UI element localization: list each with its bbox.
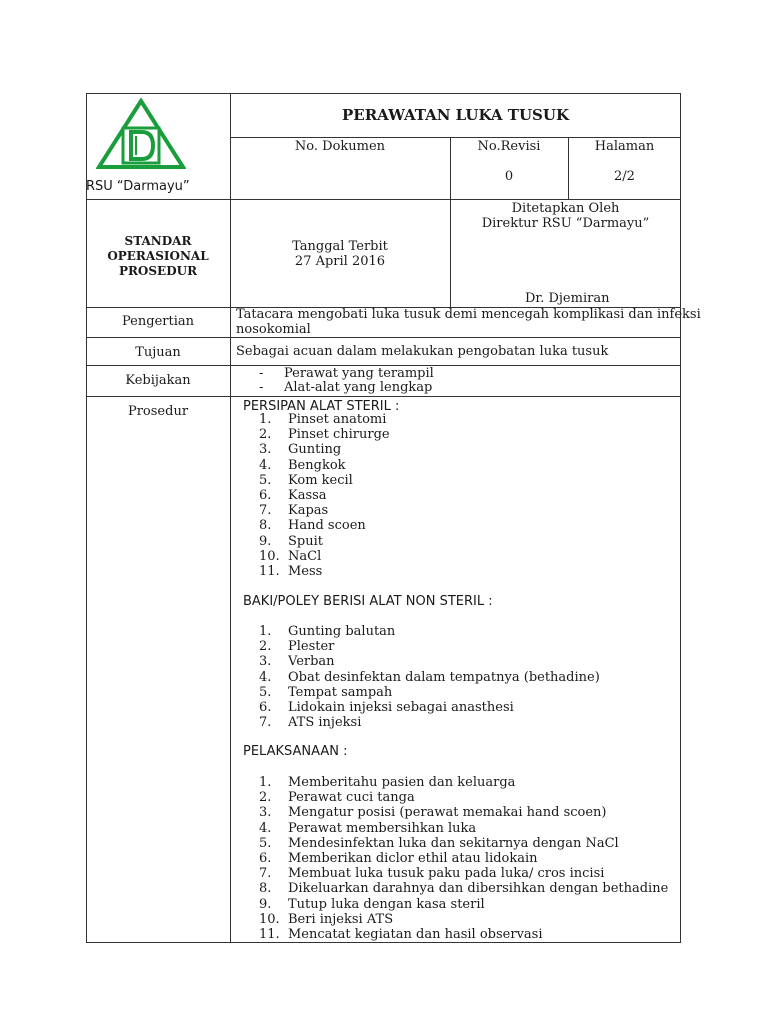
signer-name: Dr. Djemiran bbox=[525, 291, 610, 306]
sop-label-line3: PROSEDUR bbox=[118, 264, 198, 278]
header-title-divider bbox=[230, 137, 681, 138]
revision-label: No.Revisi bbox=[477, 139, 541, 154]
revision-value: 0 bbox=[504, 169, 514, 184]
tujuan-text: Sebagai acuan dalam melakukan pengobatan luka tusuk bbox=[236, 344, 609, 359]
exec-heading: PELAKSANAAN : bbox=[243, 744, 348, 759]
sop-label-line2: OPERASIONAL bbox=[107, 249, 209, 263]
approved-by-line2: Direktur RSU “Darmayu” bbox=[481, 216, 650, 231]
approved-by-line1: Ditetapkan Oleh bbox=[511, 201, 620, 216]
row-label-prosedur: Prosedur bbox=[127, 404, 189, 419]
issue-label: Tanggal Terbit bbox=[292, 239, 388, 254]
row-divider-1 bbox=[86, 337, 681, 338]
document-title: PERAWATAN LUKA TUSUK bbox=[342, 106, 569, 124]
row-divider-3 bbox=[86, 396, 681, 397]
nonsterile-heading: BAKI/POLEY BERISI ALAT NON STERIL : bbox=[243, 594, 493, 609]
sterile-heading: PERSIPAN ALAT STERIL : bbox=[243, 399, 400, 414]
row-label-tujuan: Tujuan bbox=[135, 345, 181, 360]
issue-date: 27 April 2016 bbox=[294, 254, 386, 269]
row-label-kebijakan: Kebijakan bbox=[125, 373, 191, 388]
pengertian-line1: Tatacara mengobati luka tusuk demi mencegah komplikasi dan infeksi bbox=[236, 307, 701, 322]
page-label: Halaman bbox=[594, 139, 655, 154]
sop-label-line1: STANDAR bbox=[124, 234, 192, 248]
doc-no-label: No. Dokumen bbox=[294, 139, 386, 154]
row-label-pengertian: Pengertian bbox=[122, 314, 194, 329]
body-col-divider bbox=[230, 307, 231, 943]
pengertian-line2: nosokomial bbox=[236, 322, 311, 337]
page-value: 2/2 bbox=[614, 169, 635, 184]
hospital-name: RSU “Darmayu” bbox=[86, 179, 190, 194]
hospital-logo bbox=[96, 98, 186, 170]
